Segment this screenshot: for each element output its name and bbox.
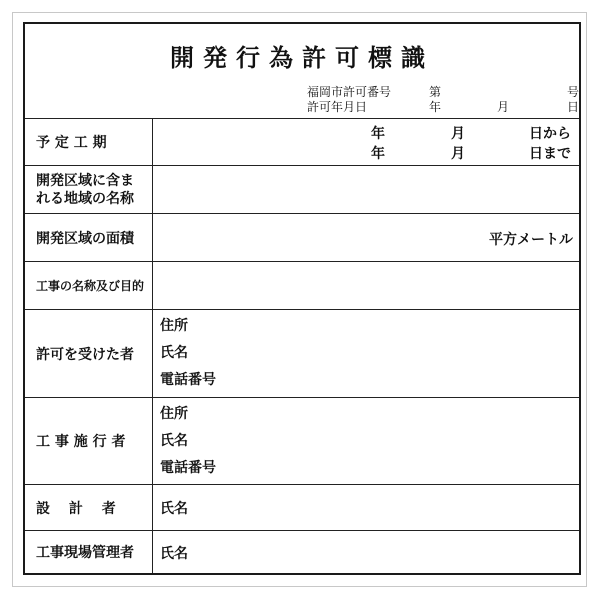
- sign-title: 開発行為許可標識: [170, 43, 434, 72]
- period-end-year: 年: [371, 146, 385, 162]
- permit-date-month: 月: [497, 100, 510, 114]
- row-designer: [25, 485, 579, 531]
- label-area-name-line2: れる地域の名称: [36, 190, 134, 207]
- value-area-size: [154, 214, 579, 261]
- label-permittee: 許可を受けた者: [25, 310, 153, 397]
- row-work-name: [25, 262, 579, 310]
- permit-date-label: 許可年月日: [307, 100, 368, 114]
- row-permittee: [25, 310, 579, 398]
- label-contractor: 工 事 施 行 者: [25, 398, 153, 484]
- label-area-name-line1: 開発区域に含ま: [36, 172, 134, 189]
- label-designer: 設 計 者: [25, 485, 153, 530]
- area-size-unit: 平方メートル: [489, 232, 573, 248]
- value-site-manager: [154, 531, 579, 573]
- row-site-manager: [25, 531, 579, 573]
- permit-date-year: 年: [429, 100, 442, 114]
- label-area-size: 開発区域の面積: [25, 214, 153, 261]
- value-area-name: [154, 166, 579, 213]
- permittee-phone-label: 電話番号: [160, 372, 216, 388]
- value-permittee: [154, 310, 579, 397]
- period-start-year: 年: [371, 126, 385, 142]
- row-contractor: [25, 398, 579, 485]
- contractor-address-label: 住所: [160, 406, 188, 422]
- value-work-name: [154, 262, 579, 309]
- period-start-day: 日から: [529, 126, 571, 142]
- label-area-name: [25, 166, 153, 213]
- row-area-size: [25, 214, 579, 262]
- row-area-name: [25, 166, 579, 214]
- designer-name-label: 氏名: [160, 501, 188, 517]
- site-manager-name-label: 氏名: [160, 546, 188, 562]
- value-scheduled-period: [154, 119, 579, 165]
- label-work-name: 工事の名称及び目的: [25, 262, 153, 309]
- permit-number-label: 福岡市許可番号: [307, 85, 392, 99]
- label-scheduled-period: 予 定 工 期: [25, 119, 153, 165]
- permit-sign-board: [23, 22, 581, 575]
- value-designer: [154, 485, 579, 530]
- permittee-address-label: 住所: [160, 318, 188, 334]
- permittee-name-label: 氏名: [160, 345, 188, 361]
- label-site-manager: 工事現場管理者: [25, 531, 153, 573]
- contractor-name-label: 氏名: [160, 433, 188, 449]
- sign-header: [25, 24, 579, 119]
- permit-number-prefix: 第: [429, 85, 442, 99]
- row-scheduled-period: [25, 119, 579, 166]
- value-contractor: [154, 398, 579, 484]
- contractor-phone-label: 電話番号: [160, 460, 216, 476]
- permit-number-suffix: 号: [567, 85, 580, 99]
- period-end-month: 月: [451, 146, 465, 162]
- permit-date-day: 日: [567, 100, 580, 114]
- period-start-month: 月: [451, 126, 465, 142]
- period-end-day: 日まで: [529, 146, 571, 162]
